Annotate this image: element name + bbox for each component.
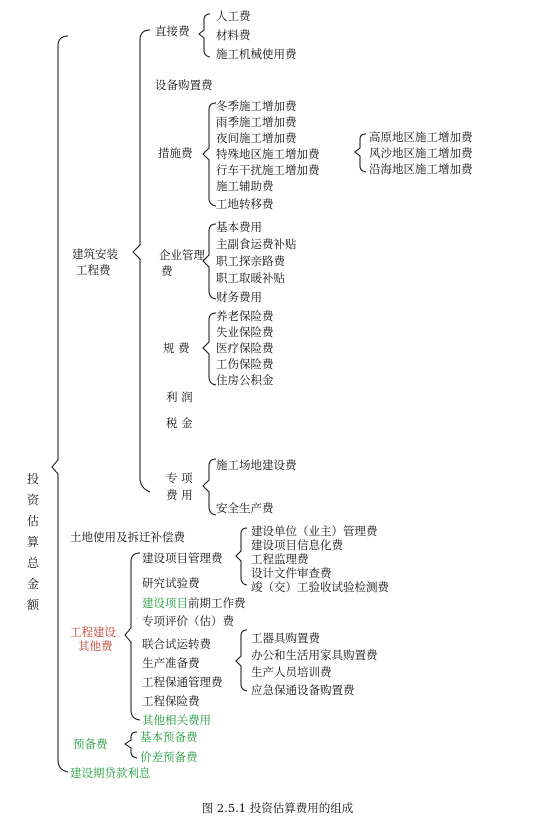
- prep-item: 生产人员培训费: [251, 665, 332, 679]
- enterprise-item: 职工取暖补贴: [216, 271, 285, 285]
- figure-caption: 图 2.5.1 投资估算费用的组成: [201, 801, 354, 815]
- mgmt-item: 建设单位（业主）管理费: [251, 524, 378, 538]
- special-fees-bracket: [203, 459, 216, 515]
- trial-label: 联合试运转费: [142, 637, 211, 651]
- fees-item: 工伤保险费: [216, 357, 274, 371]
- equipment-label: 设备购置费: [155, 78, 213, 92]
- root-bracket: [52, 36, 68, 772]
- reserve-item: 价差预备费: [140, 750, 198, 764]
- direct-label: 直接费: [155, 24, 190, 38]
- enterprise-label-line1: 企业管理: [159, 248, 205, 262]
- mgmt-item: 工程监理费: [251, 552, 309, 566]
- direct-item: 人工费: [216, 9, 251, 23]
- mgmt-label: 建设项目管理费: [142, 551, 223, 565]
- prep-bracket: [236, 630, 247, 691]
- enterprise-item: 财务费用: [216, 290, 262, 304]
- measures-bracket: [203, 103, 216, 206]
- enterprise-item: 基本费用: [216, 220, 262, 234]
- insurance-label: 工程保险费: [142, 694, 200, 708]
- prep-item: 工器具购置费: [251, 631, 320, 645]
- measures-item: 特殊地区施工增加费: [216, 147, 320, 161]
- direct-item: 材料费: [216, 28, 251, 42]
- enterprise-label-line2: 费: [161, 264, 173, 278]
- tax-label: 税 金: [166, 416, 193, 430]
- special-fees-label-line1: 专 项: [166, 471, 193, 485]
- special-fees-item: 施工场地建设费: [216, 458, 297, 472]
- evaluation-label: 专项评价（估）费: [142, 614, 234, 628]
- reserve-item: 基本预备费: [140, 730, 198, 744]
- measures-item: 行车干扰施工增加费: [216, 163, 320, 177]
- special-region-item: 风沙地区施工增加费: [369, 146, 473, 160]
- mgmt-bracket: [236, 528, 247, 585]
- measures-label: 措施费: [158, 146, 193, 160]
- special-region-item: 沿海地区施工增加费: [369, 162, 473, 176]
- reserve-bracket: [125, 732, 137, 758]
- root-label: 投 资 估 算 总 金 额: [26, 472, 39, 612]
- construction-label-line1: 建筑安装: [72, 247, 118, 261]
- prelim-label: [142, 596, 246, 610]
- interest-label: 建设期贷款利息: [70, 766, 151, 780]
- construction-label-line2: 工程费: [76, 263, 111, 277]
- research-label: 研究试验费: [142, 576, 200, 590]
- prep-item: 办公和生活用家具购置费: [251, 648, 378, 662]
- prep-label: 生产准备费: [142, 656, 200, 670]
- ensure-mgmt-label: 工程保通管理费: [142, 675, 223, 689]
- special-fees-item: 安全生产费: [216, 501, 274, 515]
- other-label-line2: 其他费: [78, 639, 113, 653]
- special-region-item: 高原地区施工增加费: [369, 130, 473, 144]
- prelim-label-a: 建设项目: [142, 596, 188, 610]
- prep-item: 应急保通设备购置费: [251, 683, 355, 697]
- fees-item: 医疗保险费: [216, 341, 274, 355]
- fees-item: 养老保险费: [216, 309, 274, 323]
- enterprise-item: 职工探亲路费: [216, 254, 285, 268]
- fees-item: 失业保险费: [216, 325, 274, 339]
- measures-item: 冬季施工增加费: [216, 99, 297, 113]
- mgmt-item: 建设项目信息化费: [251, 538, 343, 552]
- related-label: 其他相关费用: [142, 713, 211, 727]
- mgmt-item: 竣（交）工验收试验检测费: [251, 580, 389, 594]
- measures-item: 施工辅助费: [216, 179, 274, 193]
- fees-bracket: [203, 313, 216, 385]
- direct-item: 施工机械使用费: [216, 47, 297, 61]
- mgmt-item: 设计文件审查费: [251, 566, 332, 580]
- land-label: 土地使用及拆迁补偿费: [70, 530, 185, 544]
- measures-item: 雨季施工增加费: [216, 115, 297, 129]
- other-label-line1: 工程建设: [70, 625, 116, 639]
- measures-item: 工地转移费: [216, 197, 274, 211]
- reserve-label: 预备费: [73, 737, 108, 751]
- construction-bracket: [133, 30, 150, 492]
- fees-label: 规 费: [163, 341, 190, 355]
- other-bracket: [125, 553, 140, 720]
- prelim-label-b: 前期工作费: [188, 596, 246, 610]
- enterprise-item: 主副食运费补贴: [216, 237, 297, 251]
- special-region-bracket: [355, 134, 366, 172]
- profit-label: 利 润: [166, 390, 193, 404]
- direct-bracket: [199, 14, 210, 57]
- fees-item: 住房公积金: [216, 373, 274, 387]
- measures-item: 夜间施工增加费: [216, 131, 297, 145]
- special-fees-label-line2: 费 用: [166, 488, 193, 502]
